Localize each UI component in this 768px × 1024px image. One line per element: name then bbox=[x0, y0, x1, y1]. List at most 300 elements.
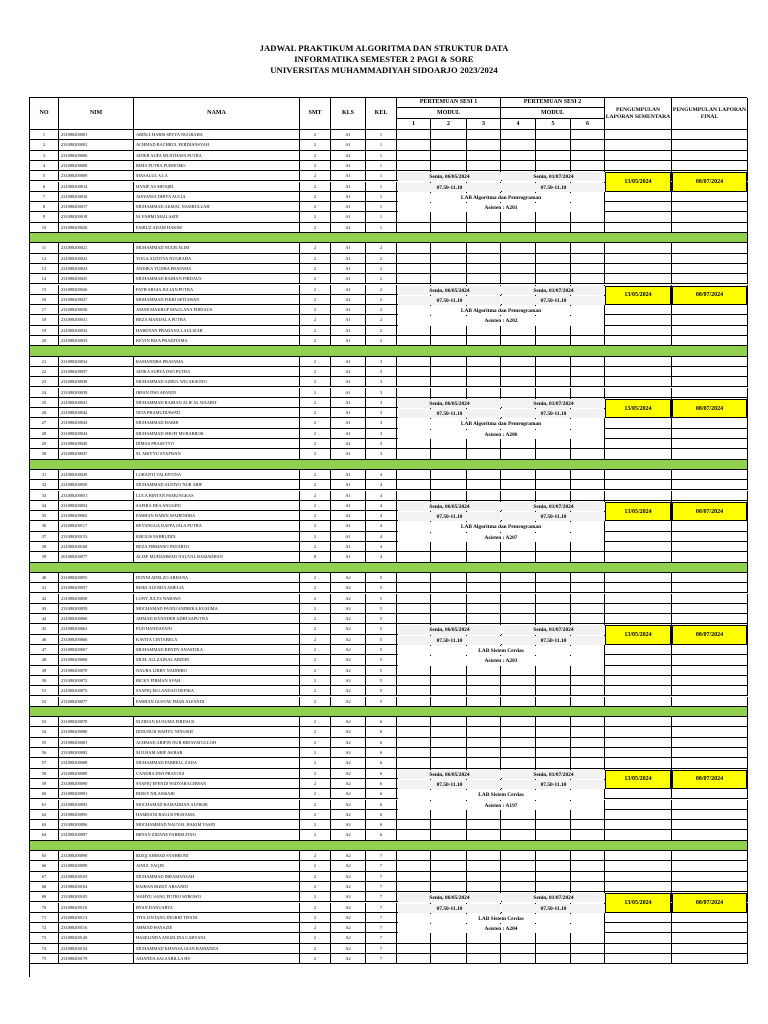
row-empty-cell bbox=[672, 274, 748, 284]
row-empty-cell bbox=[672, 192, 748, 202]
row-empty-cell bbox=[501, 140, 536, 150]
row-kel: 7 bbox=[366, 882, 397, 892]
row-no: 8 bbox=[30, 202, 59, 212]
row-empty-cell bbox=[431, 604, 467, 614]
row-no: 53 bbox=[30, 717, 59, 727]
sesi-2-time: 07.50-11.10 bbox=[502, 409, 605, 418]
row-empty-cell bbox=[501, 861, 536, 871]
row-empty-cell bbox=[536, 882, 571, 892]
row-empty-cell bbox=[501, 810, 536, 820]
row-kls: A2 bbox=[331, 655, 366, 665]
row-empty-cell bbox=[467, 594, 501, 604]
row-empty-cell bbox=[536, 274, 571, 284]
row-empty-cell bbox=[571, 470, 605, 480]
row-kel: 5 bbox=[366, 697, 397, 707]
row-empty-cell bbox=[536, 851, 571, 861]
row-nim: 231080200032 bbox=[59, 326, 134, 336]
row-empty-cell bbox=[397, 542, 431, 552]
row-kel: 2 bbox=[366, 326, 397, 336]
row-empty-cell bbox=[605, 645, 672, 655]
row-empty-cell bbox=[431, 686, 467, 696]
row-nim: 231080200066 bbox=[59, 635, 134, 645]
row-empty-cell bbox=[501, 727, 536, 737]
row-smt: 2 bbox=[300, 357, 331, 367]
row-empty-cell bbox=[672, 954, 748, 964]
row-empty-cell bbox=[672, 758, 748, 768]
row-empty-cell bbox=[467, 151, 501, 161]
header-no: NO bbox=[30, 98, 59, 130]
row-empty-cell bbox=[536, 326, 571, 336]
row-empty-cell bbox=[397, 223, 431, 233]
row-empty-cell bbox=[501, 336, 536, 346]
row-kel: 5 bbox=[366, 604, 397, 614]
row-empty-cell bbox=[536, 810, 571, 820]
row-empty-cell bbox=[571, 830, 605, 840]
row-empty-cell bbox=[467, 686, 501, 696]
row-kls: A1 bbox=[331, 542, 366, 552]
row-no: 28 bbox=[30, 429, 59, 439]
row-nim: 231080200153 bbox=[59, 532, 134, 542]
row-empty-cell bbox=[536, 573, 571, 583]
row-no: 38 bbox=[30, 542, 59, 552]
sesi-2-time: 07.50-11.10 bbox=[502, 780, 605, 789]
row-empty-cell bbox=[536, 161, 571, 171]
row-empty-cell bbox=[467, 243, 501, 253]
laporan-sementara-date: 13/05/2024 bbox=[605, 286, 671, 306]
row-empty-cell bbox=[467, 944, 501, 954]
row-empty-cell bbox=[571, 717, 605, 727]
row-nama: RICKY FIRMAN SYAH bbox=[134, 676, 300, 686]
row-kls: A2 bbox=[331, 583, 366, 593]
row-nama: AISYANIA DHIYA AULIA bbox=[134, 192, 300, 202]
laporan-sementara-date: 13/05/2024 bbox=[605, 502, 671, 522]
row-empty-cell bbox=[467, 604, 501, 614]
row-nim: 231080200044 bbox=[59, 429, 134, 439]
row-no: 71 bbox=[30, 913, 59, 923]
row-empty-cell bbox=[605, 542, 672, 552]
row-empty-cell bbox=[397, 254, 431, 264]
row-empty-cell bbox=[571, 820, 605, 830]
row-kel: 1 bbox=[366, 130, 397, 140]
row-empty-cell bbox=[672, 367, 748, 377]
row-kls: A1 bbox=[331, 140, 366, 150]
sesi-1-date: Senin, 06/05/2024 bbox=[398, 625, 501, 634]
schedule-table bbox=[29, 97, 747, 977]
row-empty-cell bbox=[672, 933, 748, 943]
row-kls: A1 bbox=[331, 243, 366, 253]
row-kls: A2 bbox=[331, 645, 366, 655]
row-nama: BIMA PUTRA PURNOMO bbox=[134, 161, 300, 171]
lab-name: LAB Sistem Cerdas bbox=[398, 646, 604, 655]
row-nim: 231080200026 bbox=[59, 285, 134, 295]
row-empty-cell bbox=[467, 676, 501, 686]
row-kls: A1 bbox=[331, 285, 366, 295]
row-kls: A2 bbox=[331, 697, 366, 707]
laporan-final-date: 08/07/2024 bbox=[672, 399, 747, 419]
row-empty-cell bbox=[672, 820, 748, 830]
row-empty-cell bbox=[467, 212, 501, 222]
row-kls: A1 bbox=[331, 264, 366, 274]
row-nama: RAIHAN RIZKY ARSANDI bbox=[134, 882, 300, 892]
row-empty-cell bbox=[605, 954, 672, 964]
row-nim: 231080200089 bbox=[59, 769, 134, 779]
row-nim: 231080200008 bbox=[59, 161, 134, 171]
row-empty-cell bbox=[536, 336, 571, 346]
row-empty-cell bbox=[672, 810, 748, 820]
row-kel: 7 bbox=[366, 872, 397, 882]
row-empty-cell bbox=[605, 697, 672, 707]
row-smt: 2 bbox=[300, 243, 331, 253]
row-kls: A1 bbox=[331, 388, 366, 398]
row-kls: A2 bbox=[331, 810, 366, 820]
row-empty-cell bbox=[397, 758, 431, 768]
row-empty-cell bbox=[536, 686, 571, 696]
asisten-label: Asisten : A201 bbox=[398, 203, 604, 212]
row-kls: A1 bbox=[331, 501, 366, 511]
row-nim: 231080200034 bbox=[59, 357, 134, 367]
row-kls: A2 bbox=[331, 779, 366, 789]
sesi-2-time: 07.50-11.10 bbox=[502, 636, 605, 645]
row-nim: 231080200047 bbox=[59, 449, 134, 459]
row-smt: 2 bbox=[300, 758, 331, 768]
row-no: 73 bbox=[30, 933, 59, 943]
row-kel: 7 bbox=[366, 892, 397, 902]
row-smt: 2 bbox=[300, 882, 331, 892]
row-smt: 2 bbox=[300, 748, 331, 758]
row-empty-cell bbox=[571, 573, 605, 583]
row-nama: NITA PRAMUDIAWATI bbox=[134, 408, 300, 418]
row-empty-cell bbox=[431, 954, 467, 964]
row-empty-cell bbox=[536, 151, 571, 161]
row-no: 55 bbox=[30, 738, 59, 748]
laporan-sementara-date: 13/05/2024 bbox=[605, 770, 671, 790]
row-empty-cell bbox=[672, 521, 748, 531]
row-empty-cell bbox=[672, 418, 748, 428]
row-empty-cell bbox=[501, 264, 536, 274]
row-empty-cell bbox=[431, 717, 467, 727]
document-title bbox=[0, 43, 768, 76]
row-empty-cell bbox=[501, 686, 536, 696]
row-smt: 2 bbox=[300, 418, 331, 428]
sesi-2-date: Senin, 01/07/2024 bbox=[502, 502, 605, 511]
row-empty-cell bbox=[397, 717, 431, 727]
row-no: 7 bbox=[30, 192, 59, 202]
row-empty-cell bbox=[536, 388, 571, 398]
row-empty-cell bbox=[605, 758, 672, 768]
row-kel: 6 bbox=[366, 789, 397, 799]
row-no: 48 bbox=[30, 655, 59, 665]
row-empty-cell bbox=[605, 717, 672, 727]
row-empty-cell bbox=[501, 738, 536, 748]
row-nim: 231080200037 bbox=[59, 367, 134, 377]
row-empty-cell bbox=[431, 748, 467, 758]
row-empty-cell bbox=[536, 439, 571, 449]
sesi-1-time: 07.50-11.10 bbox=[398, 636, 501, 645]
row-empty-cell bbox=[536, 254, 571, 264]
row-smt: 2 bbox=[300, 491, 331, 501]
row-kel: 6 bbox=[366, 748, 397, 758]
row-kel: 7 bbox=[366, 913, 397, 923]
row-empty-cell bbox=[672, 140, 748, 150]
row-nim: 231080200063 bbox=[59, 624, 134, 634]
row-kel: 7 bbox=[366, 903, 397, 913]
row-smt: 2 bbox=[300, 192, 331, 202]
row-kel: 2 bbox=[366, 274, 397, 284]
row-empty-cell bbox=[501, 573, 536, 583]
row-empty-cell bbox=[571, 944, 605, 954]
row-nim: 231080200078 bbox=[59, 717, 134, 727]
row-empty-cell bbox=[605, 594, 672, 604]
row-empty-cell bbox=[536, 449, 571, 459]
row-empty-cell bbox=[536, 594, 571, 604]
row-kls: A2 bbox=[331, 594, 366, 604]
row-nim: 201080200077 bbox=[59, 552, 134, 562]
row-empty-cell bbox=[467, 130, 501, 140]
asisten-label: Asisten : A203 bbox=[398, 656, 604, 665]
row-no: 18 bbox=[30, 315, 59, 325]
row-kls: A2 bbox=[331, 903, 366, 913]
row-empty-cell bbox=[501, 480, 536, 490]
row-empty-cell bbox=[536, 583, 571, 593]
row-smt: 2 bbox=[300, 676, 331, 686]
row-smt: 2 bbox=[300, 594, 331, 604]
row-kls: A2 bbox=[331, 820, 366, 830]
row-no: 3 bbox=[30, 151, 59, 161]
row-empty-cell bbox=[431, 542, 467, 552]
row-kel: 3 bbox=[366, 418, 397, 428]
row-empty-cell bbox=[501, 717, 536, 727]
row-empty-cell bbox=[431, 573, 467, 583]
sesi-1-date: Senin, 06/05/2024 bbox=[398, 286, 501, 295]
row-empty-cell bbox=[431, 388, 467, 398]
row-empty-cell bbox=[672, 449, 748, 459]
row-empty-cell bbox=[501, 388, 536, 398]
row-smt: 2 bbox=[300, 408, 331, 418]
row-no: 14 bbox=[30, 274, 59, 284]
row-empty-cell bbox=[672, 336, 748, 346]
row-kel: 5 bbox=[366, 594, 397, 604]
header-modul-number: 6 bbox=[571, 119, 605, 130]
row-empty-cell bbox=[431, 666, 467, 676]
row-empty-cell bbox=[431, 851, 467, 861]
row-empty-cell bbox=[431, 254, 467, 264]
row-nama: M. FAHMI MAILASDI bbox=[134, 212, 300, 222]
row-empty-cell bbox=[431, 861, 467, 871]
row-kls: A1 bbox=[331, 295, 366, 305]
row-kel: 7 bbox=[366, 954, 397, 964]
row-no: 42 bbox=[30, 594, 59, 604]
row-no: 67 bbox=[30, 872, 59, 882]
laporan-sementara-date: 13/05/2024 bbox=[605, 625, 671, 645]
row-no: 44 bbox=[30, 614, 59, 624]
row-empty-cell bbox=[571, 686, 605, 696]
row-kls: A1 bbox=[331, 357, 366, 367]
row-no: 69 bbox=[30, 892, 59, 902]
row-empty-cell bbox=[467, 851, 501, 861]
row-empty-cell bbox=[431, 439, 467, 449]
row-nim: 231080200006 bbox=[59, 151, 134, 161]
row-empty-cell bbox=[672, 254, 748, 264]
row-no: 36 bbox=[30, 521, 59, 531]
row-no: 70 bbox=[30, 903, 59, 913]
row-empty-cell bbox=[672, 800, 748, 810]
row-empty-cell bbox=[397, 243, 431, 253]
row-empty-cell bbox=[605, 872, 672, 882]
row-nama: ADIEB AUFA MUSTHAFA PUTRA bbox=[134, 151, 300, 161]
row-empty-cell bbox=[467, 738, 501, 748]
row-empty-cell bbox=[605, 367, 672, 377]
row-kel: 5 bbox=[366, 686, 397, 696]
row-nim: 231080200072 bbox=[59, 676, 134, 686]
row-empty-cell bbox=[397, 944, 431, 954]
row-empty-cell bbox=[536, 697, 571, 707]
row-nama: NAURA LIBBY NADHIRO bbox=[134, 666, 300, 676]
row-kel: 4 bbox=[366, 552, 397, 562]
row-empty-cell bbox=[605, 532, 672, 542]
row-empty-cell bbox=[605, 254, 672, 264]
row-empty-cell bbox=[571, 758, 605, 768]
row-empty-cell bbox=[605, 583, 672, 593]
row-kls: A1 bbox=[331, 274, 366, 284]
row-empty-cell bbox=[571, 748, 605, 758]
row-empty-cell bbox=[397, 666, 431, 676]
row-empty-cell bbox=[605, 727, 672, 737]
group-separator-row bbox=[30, 841, 748, 851]
row-empty-cell bbox=[501, 151, 536, 161]
row-empty-cell bbox=[536, 552, 571, 562]
row-empty-cell bbox=[467, 872, 501, 882]
row-kls: A2 bbox=[331, 738, 366, 748]
row-empty-cell bbox=[605, 264, 672, 274]
row-smt: 2 bbox=[300, 645, 331, 655]
group-separator-row bbox=[30, 563, 748, 573]
row-empty-cell bbox=[397, 326, 431, 336]
row-no: 60 bbox=[30, 789, 59, 799]
row-empty-cell bbox=[605, 470, 672, 480]
row-empty-cell bbox=[397, 377, 431, 387]
row-nim: 231080200018 bbox=[59, 212, 134, 222]
row-nim: 231080200025 bbox=[59, 274, 134, 284]
row-empty-cell bbox=[397, 388, 431, 398]
row-empty-cell bbox=[672, 130, 748, 140]
row-empty-cell bbox=[571, 542, 605, 552]
row-nim: 231080200043 bbox=[59, 418, 134, 428]
row-no: 24 bbox=[30, 388, 59, 398]
row-kel: 1 bbox=[366, 171, 397, 181]
row-kel: 3 bbox=[366, 429, 397, 439]
row-empty-cell bbox=[431, 933, 467, 943]
row-empty-cell bbox=[397, 480, 431, 490]
row-smt: 2 bbox=[300, 367, 331, 377]
row-kel: 3 bbox=[366, 408, 397, 418]
row-empty-cell bbox=[467, 583, 501, 593]
row-empty-cell bbox=[397, 491, 431, 501]
row-empty-cell bbox=[672, 439, 748, 449]
row-empty-cell bbox=[672, 223, 748, 233]
row-kls: A2 bbox=[331, 954, 366, 964]
row-nim: 231080200060 bbox=[59, 614, 134, 624]
row-no: 15 bbox=[30, 285, 59, 295]
row-empty-cell bbox=[397, 449, 431, 459]
row-empty-cell bbox=[467, 666, 501, 676]
row-empty-cell bbox=[431, 758, 467, 768]
row-no: 11 bbox=[30, 243, 59, 253]
row-empty-cell bbox=[672, 882, 748, 892]
row-kls: A1 bbox=[331, 171, 366, 181]
row-smt: 2 bbox=[300, 655, 331, 665]
row-empty-cell bbox=[467, 439, 501, 449]
row-smt: 2 bbox=[300, 521, 331, 531]
row-empty-cell bbox=[431, 377, 467, 387]
row-kls: A2 bbox=[331, 604, 366, 614]
row-nama: MUHAMMAD NUUR ALIM bbox=[134, 243, 300, 253]
row-nim: 231080200090 bbox=[59, 779, 134, 789]
row-nama: MUHAMMAD ALDIYO NUR ARIF bbox=[134, 480, 300, 490]
row-nim: 231080200095 bbox=[59, 810, 134, 820]
row-empty-cell bbox=[467, 573, 501, 583]
row-empty-cell bbox=[397, 336, 431, 346]
row-nim: 231080200042 bbox=[59, 408, 134, 418]
sesi-1-time: 07.50-11.10 bbox=[398, 296, 501, 305]
row-smt: 2 bbox=[300, 872, 331, 882]
row-empty-cell bbox=[431, 583, 467, 593]
row-empty-cell bbox=[501, 243, 536, 253]
row-kls: A1 bbox=[331, 491, 366, 501]
row-empty-cell bbox=[605, 326, 672, 336]
lab-name: LAB Algoritma dan Pemrograman bbox=[398, 306, 604, 315]
row-nama: REZA MANDALA PUTRA bbox=[134, 315, 300, 325]
row-smt: 2 bbox=[300, 439, 331, 449]
row-empty-cell bbox=[571, 738, 605, 748]
header-smt: SMT bbox=[300, 98, 331, 130]
row-empty-cell bbox=[605, 913, 672, 923]
row-empty-cell bbox=[672, 655, 748, 665]
row-empty-cell bbox=[571, 861, 605, 871]
row-empty-cell bbox=[397, 810, 431, 820]
row-nim: 231080200065 bbox=[59, 511, 134, 521]
row-kel: 3 bbox=[366, 377, 397, 387]
row-empty-cell bbox=[467, 717, 501, 727]
row-kls: A1 bbox=[331, 449, 366, 459]
row-empty-cell bbox=[605, 357, 672, 367]
row-empty-cell bbox=[672, 542, 748, 552]
row-empty-cell bbox=[672, 923, 748, 933]
row-empty-cell bbox=[571, 583, 605, 593]
row-nim: 231080200031 bbox=[59, 315, 134, 325]
laporan-sementara-date: 13/05/2024 bbox=[605, 399, 671, 419]
row-empty-cell bbox=[605, 820, 672, 830]
sesi-1-time: 07.50-11.10 bbox=[398, 183, 501, 192]
row-nim: 231080200080 bbox=[59, 727, 134, 737]
row-no: 58 bbox=[30, 769, 59, 779]
row-empty-cell bbox=[672, 388, 748, 398]
row-empty-cell bbox=[431, 357, 467, 367]
asisten-label: Asisten : A204 bbox=[398, 924, 604, 933]
row-empty-cell bbox=[431, 223, 467, 233]
header-modul-number: 4 bbox=[501, 119, 536, 130]
row-empty-cell bbox=[431, 161, 467, 171]
row-empty-cell bbox=[605, 274, 672, 284]
row-empty-cell bbox=[501, 470, 536, 480]
row-smt: 2 bbox=[300, 501, 331, 511]
row-empty-cell bbox=[536, 954, 571, 964]
row-no: 51 bbox=[30, 686, 59, 696]
row-empty-cell bbox=[605, 449, 672, 459]
row-nim: 231080200001 bbox=[59, 130, 134, 140]
row-nama: ALIEF MUHAMMAD NAUVAL RAMADHAN bbox=[134, 552, 300, 562]
row-nim: 231080200075 bbox=[59, 686, 134, 696]
row-empty-cell bbox=[536, 377, 571, 387]
